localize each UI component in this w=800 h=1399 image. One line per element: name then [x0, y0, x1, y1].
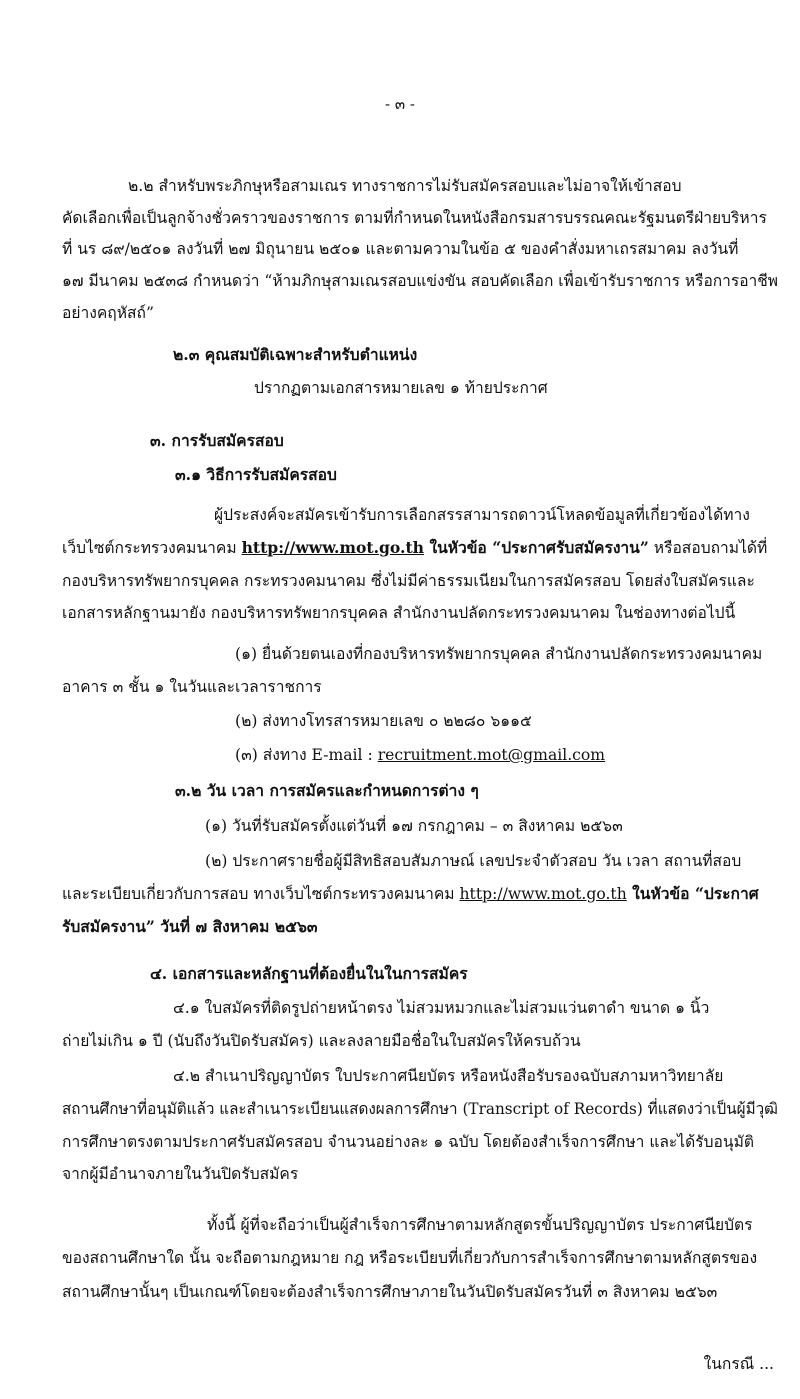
s23-text: ปรากฏตามเอกสารหมายเลข ๑ ท้ายประกาศ [254, 379, 548, 397]
s23-heading: ๒.๓ คุณสมบัติเฉพาะสำหรับตำแหน่ง [173, 345, 418, 364]
s31-para-line-2-topic: ในหัวข้อ “ประกาศรับสมัครงาน” [424, 538, 649, 557]
s42-line-1: ๔.๒ สำเนาปริญญาบัตร ใบประกาศนียบัตร หรือหนังสือรับรองฉบับสภามหาวิทยาลัย [173, 1067, 724, 1085]
s22-line-1: ๒.๒ สำหรับพระภิกษุหรือสามเณร ทางราชการไม่รับสมัครสอบและไม่อาจให้เข้าสอบ [128, 177, 682, 195]
s22-line-4: ๑๗ มีนาคม ๒๕๓๘ กำหนดว่า “ห้ามภิกษุสามเณรสอบแข่งขัน สอบคัดเลือก เพื่อเข้ารับราชการ หรือการอาชีพ [62, 272, 779, 290]
s3-heading: ๓. การรับสมัครสอบ [150, 431, 284, 450]
page-number: - ๓ - [385, 95, 415, 113]
s31-para-line-4: เอกสารหลักฐานมายัง กองบริหารทรัพยากรบุคคล สำนักงานปลัดกระทรวงคมนาคม ในช่องทางต่อไปนี้ [62, 604, 736, 622]
s42-line-2: สถานศึกษาที่อนุมัติแล้ว และสำเนาระเบียนแสดงผลการศึกษา (Transcript of Records) ที่แสดงว่าเป็นผู้มีวุฒิ [62, 1100, 778, 1118]
schedule-2-line-2-topic: ในหัวข้อ “ประกาศ [626, 884, 759, 903]
recruitment-email-link[interactable]: recruitment.mot@gmail.com [377, 746, 606, 764]
s31-para-line-2 [62, 537, 767, 559]
s22-line-5: อย่างคฤหัสถ์” [62, 304, 154, 322]
s4-note-line-2: ของสถานศึกษาใด นั้น จะถือตามกฎหมาย กฎ หรือระเบียบที่เกี่ยวกับการสำเร็จการศึกษาตามหลักสูตรของ [62, 1249, 758, 1267]
s31-para-line-2-text: เว็บไซต์กระทรวงคมนาคม [62, 539, 242, 557]
s31-para-line-3: กองบริหารทรัพยากรบุคคล กระทรวงคมนาคม ซึ่งไม่มีค่าธรรมเนียมในการสมัครสอบ โดยส่งใบสมัครและ [62, 572, 755, 590]
channel-2-fax: (๒) ส่งทางโทรสารหมายเลข ๐ ๒๒๘๐ ๖๑๑๕ [235, 712, 532, 730]
channel-3-label: (๓) ส่งทาง E-mail : [235, 746, 378, 764]
mot-website-link-2[interactable]: http://www.mot.go.th [459, 885, 627, 903]
schedule-1: (๑) วันที่รับสมัครตั้งแต่วันที่ ๑๗ กรกฎาคม – ๓ สิงหาคม ๒๕๖๓ [205, 817, 623, 835]
s41-line-2: ถ่ายไม่เกิน ๑ ปี (นับถึงวันปิดรับสมัคร) และลงลายมือชื่อในใบสมัครให้ครบถ้วน [62, 1032, 581, 1050]
channel-1-line-2: อาคาร ๓ ชั้น ๑ ในวันและเวลาราชการ [62, 678, 322, 696]
channel-3-email [235, 744, 605, 766]
s41-line-1: ๔.๑ ใบสมัครที่ติดรูปถ่ายหน้าตรง ไม่สวมหมวกและไม่สวมแว่นตาดำ ขนาด ๑ นิ้ว [173, 999, 710, 1017]
s4-note-line-3: สถานศึกษานั้นๆ เป็นเกณฑ์โดยจะต้องสำเร็จการศึกษาภายในวันปิดรับสมัครวันที่ ๓ สิงหาคม ๒๕๖๓ [62, 1283, 718, 1301]
s4-note-line-1: ทั้งนี้ ผู้ที่จะถือว่าเป็นผู้สำเร็จการศึกษาตามหลักสูตรขั้นปริญญาบัตร ประกาศนียบัตร [207, 1216, 753, 1234]
mot-website-link[interactable]: http://www.mot.go.th [241, 538, 425, 557]
continuation-marker: ในกรณี ... [703, 1355, 774, 1373]
s4-heading: ๔. เอกสารและหลักฐานที่ต้องยื่นในในการสมัคร [150, 964, 468, 983]
s22-line-3: ที่ นร ๘๙/๒๕๐๑ ลงวันที่ ๒๗ มิถุนายน ๒๕๐๑ และตามความในข้อ ๕ ของคำสั่งมหาเถรสมาคม ลงวันที่ [62, 240, 739, 258]
schedule-2-line-1: (๒) ประกาศรายชื่อผู้มีสิทธิสอบสัมภาษณ์ เลขประจำตัวสอบ วัน เวลา สถานที่สอบ [205, 852, 742, 870]
channel-1-line-1: (๑) ยื่นด้วยตนเองที่กองบริหารทรัพยากรบุคคล สำนักงานปลัดกระทรวงคมนาคม [235, 645, 763, 663]
s31-heading: ๓.๑ วิธีการรับสมัครสอบ [175, 465, 337, 484]
s32-heading: ๓.๒ วัน เวลา การสมัครและกำหนดการต่าง ๆ [175, 781, 479, 800]
schedule-2-line-2-text: และระเบียบเกี่ยวกับการสอบ ทางเว็บไซต์กระทรวงคมนาคม [62, 885, 460, 903]
s31-para-line-1: ผู้ประสงค์จะสมัครเข้ารับการเลือกสรรสามารถดาวน์โหลดข้อมูลที่เกี่ยวข้องได้ทาง [214, 506, 750, 524]
schedule-2-line-3: รับสมัครงาน” วันที่ ๗ สิงหาคม ๒๕๖๓ [62, 917, 318, 936]
schedule-2-line-2 [62, 883, 759, 905]
s31-para-line-2-tail: หรือสอบถามได้ที่ [648, 539, 768, 557]
s42-line-3: การศึกษาตรงตามประกาศรับสมัครสอบ จำนวนอย่างละ ๑ ฉบับ โดยต้องสำเร็จการศึกษา และได้รับอนุมัติ [62, 1133, 754, 1151]
s42-line-4: จากผู้มีอำนาจภายในวันปิดรับสมัคร [62, 1165, 299, 1183]
s22-line-2: คัดเลือกเพื่อเป็นลูกจ้างชั่วคราวของราชการ ตามที่กำหนดในหนังสือกรมสารบรรณคณะรัฐมนตรีฝ่ายบริหาร [62, 209, 767, 227]
